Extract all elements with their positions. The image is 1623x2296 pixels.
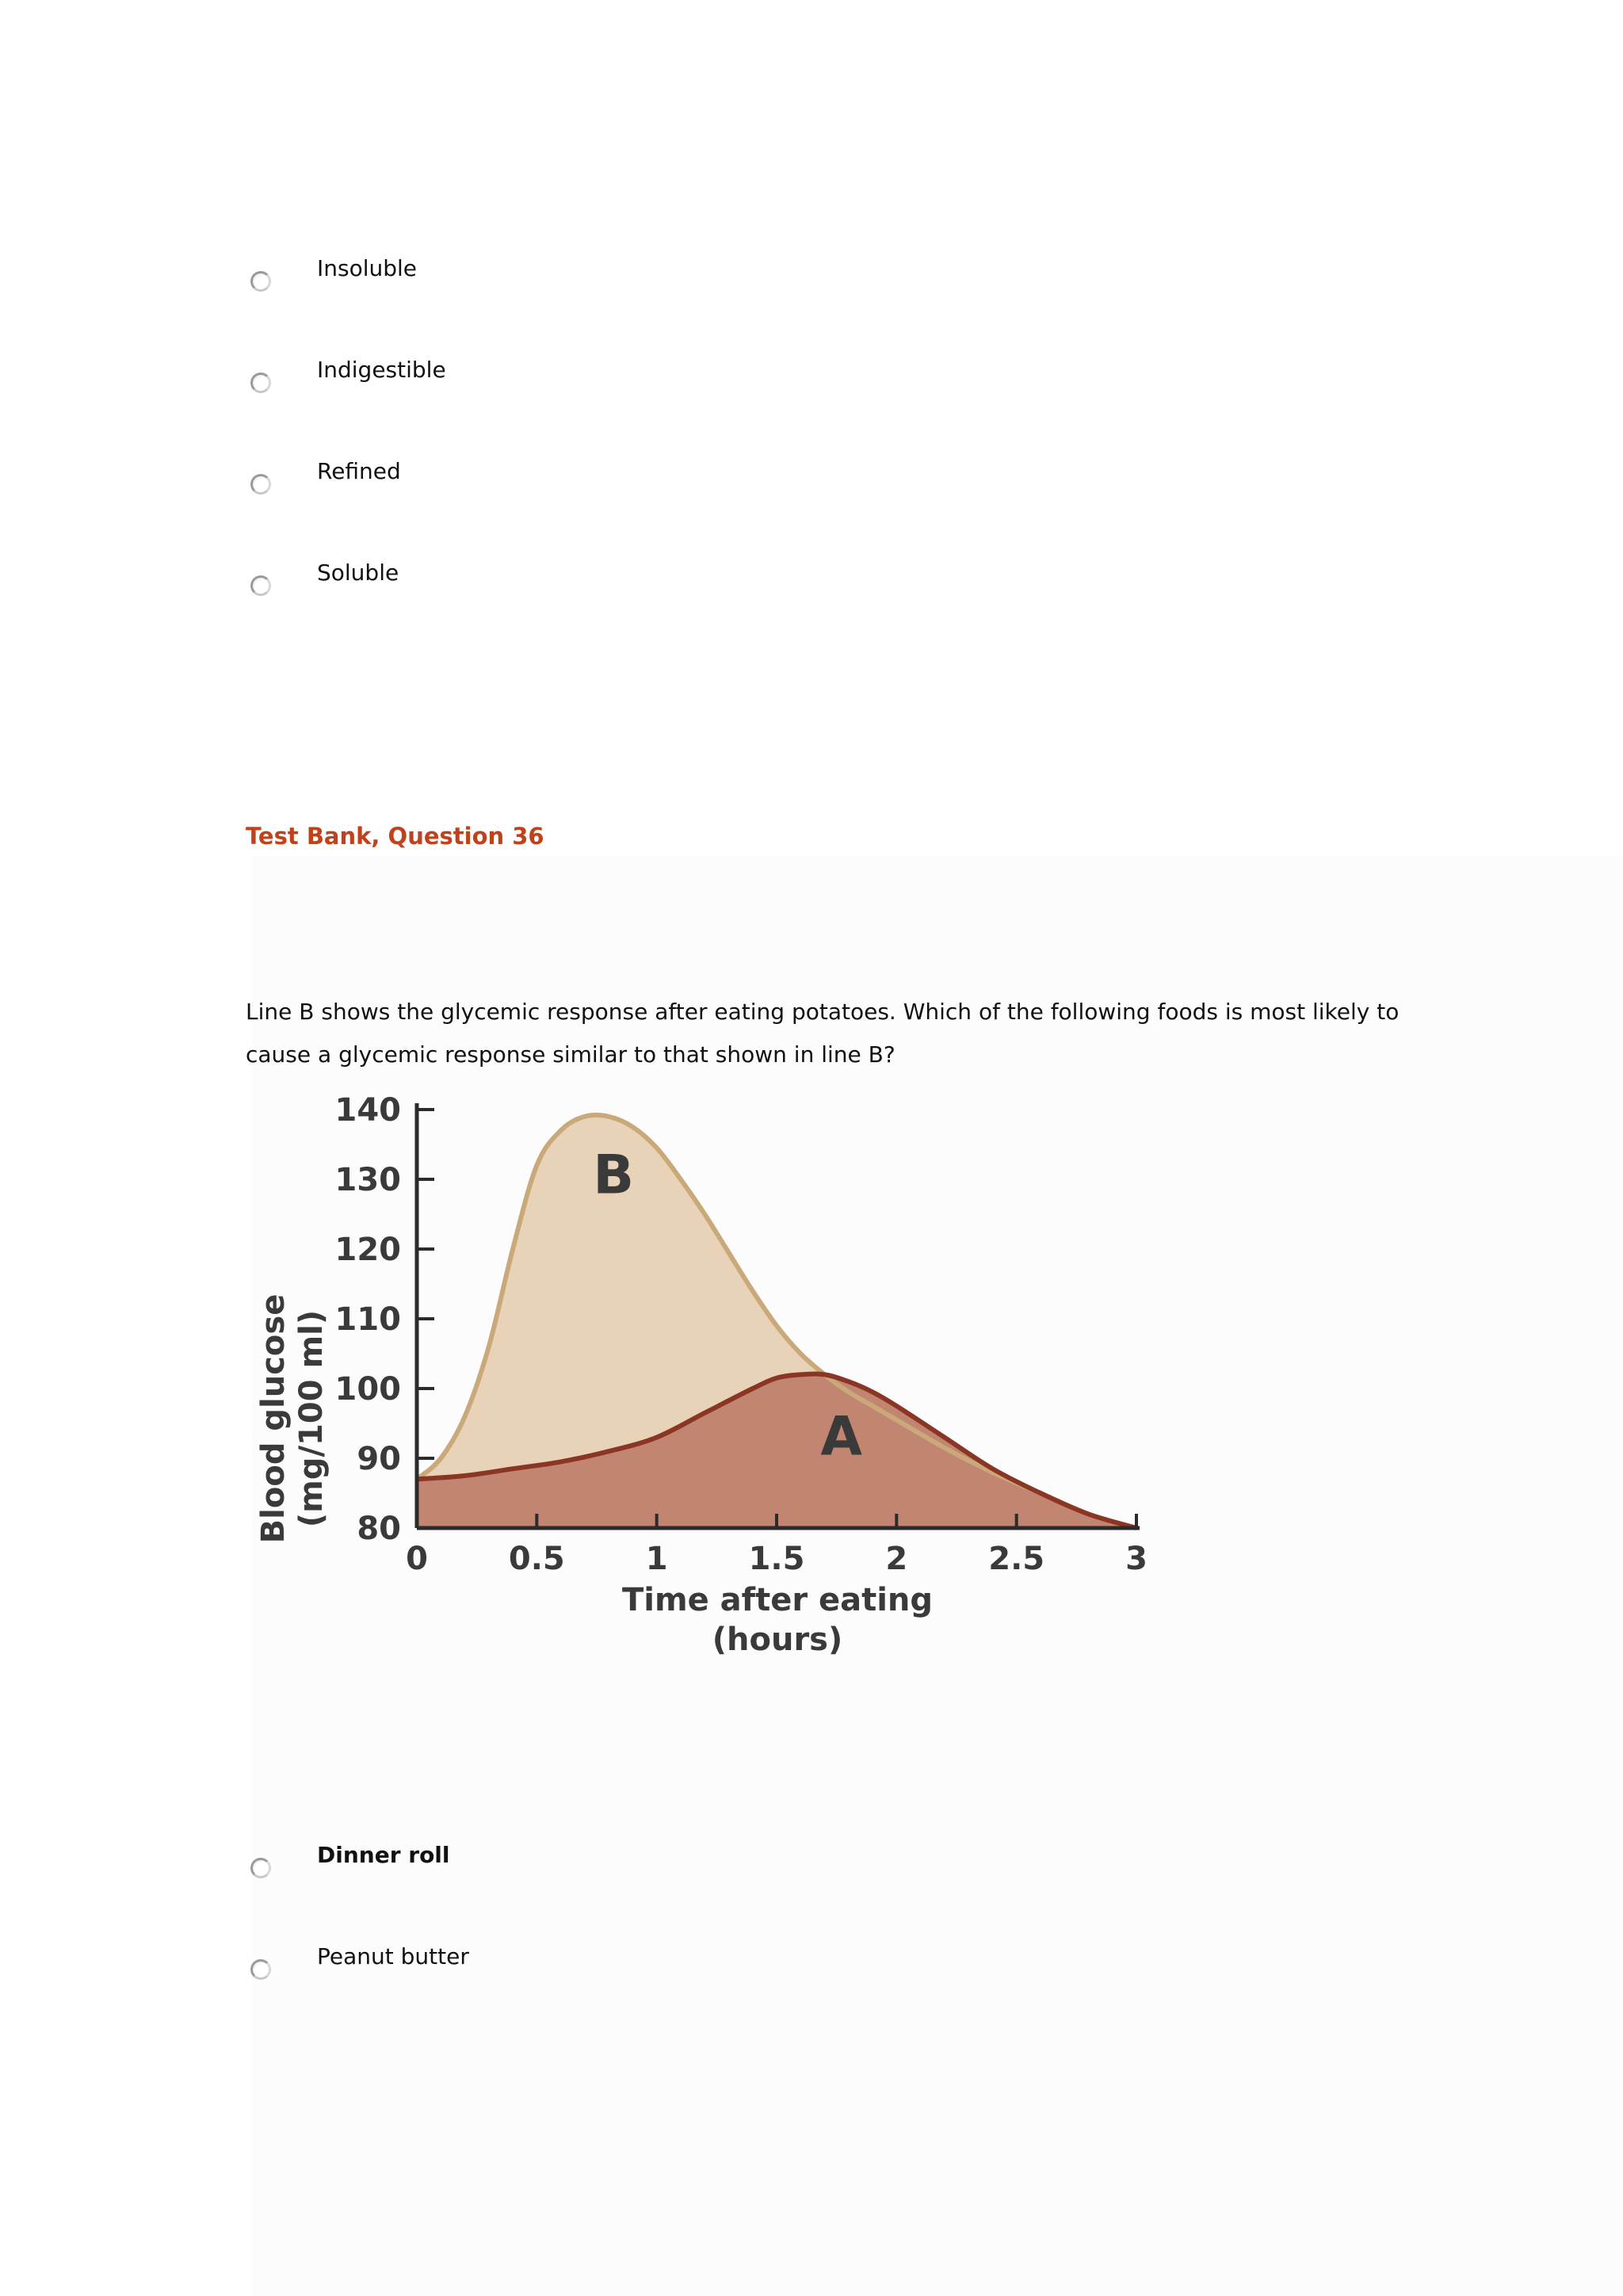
series-label-a: A xyxy=(820,1405,863,1469)
x-tick-label: 0 xyxy=(406,1541,428,1577)
glycemic-response-chart xyxy=(250,1086,1170,1688)
option-label: Dinner roll xyxy=(317,1842,450,1868)
radio-button[interactable] xyxy=(250,575,271,596)
x-axis-label: Time after eating xyxy=(621,1582,934,1618)
y-tick-label: 110 xyxy=(334,1301,401,1338)
option-label: Refined xyxy=(317,458,401,484)
radio-button[interactable] xyxy=(250,271,271,292)
x-axis-label-unit: (hours) xyxy=(712,1622,843,1658)
series-label-b: B xyxy=(593,1144,635,1207)
x-tick-label: 1.5 xyxy=(748,1541,805,1577)
x-tick-label: 2 xyxy=(885,1541,908,1577)
radio-button[interactable] xyxy=(250,1959,271,1980)
y-axis-label-unit: (mg/100 ml) xyxy=(293,1309,330,1528)
x-tick-label: 0.5 xyxy=(508,1541,565,1577)
x-tick-label: 2.5 xyxy=(988,1541,1045,1577)
y-tick-label: 120 xyxy=(334,1232,401,1268)
option-label: Soluble xyxy=(317,560,399,586)
radio-button[interactable] xyxy=(250,474,271,495)
y-tick-label: 140 xyxy=(334,1092,401,1129)
x-tick-label: 1 xyxy=(645,1541,668,1577)
radio-button[interactable] xyxy=(250,1858,271,1878)
y-tick-label: 130 xyxy=(334,1162,401,1198)
question-title: Test Bank, Question 36 xyxy=(246,823,544,850)
y-axis-label: Blood glucose xyxy=(255,1293,292,1544)
y-tick-label: 80 xyxy=(357,1511,401,1547)
option-label: Insoluble xyxy=(317,255,418,281)
x-tick-label: 3 xyxy=(1125,1541,1148,1577)
y-tick-label: 90 xyxy=(357,1441,401,1477)
radio-button[interactable] xyxy=(250,372,271,393)
option-label: Indigestible xyxy=(317,357,446,383)
question-text: Line B shows the glycemic response after eating potatoes. Which of the following foods is most likely to cause a glycemic response similar to that shown in line B? xyxy=(246,999,1400,1068)
y-tick-label: 100 xyxy=(334,1371,401,1408)
option-label: Peanut butter xyxy=(317,1943,469,1969)
